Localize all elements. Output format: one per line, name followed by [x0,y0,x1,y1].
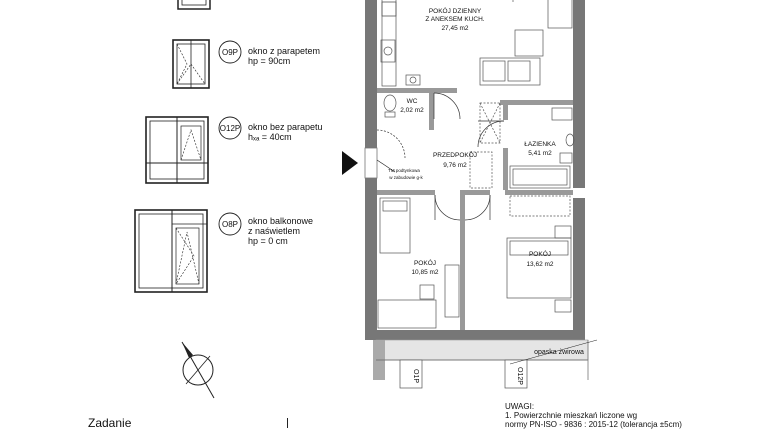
room-bath-area: 5,41 m2 [528,150,552,157]
footer-tick [287,418,288,428]
room-bath-name: ŁAZIENKA [524,141,556,148]
legend-o8p-line-3: hp = 0 cm [248,236,288,246]
legend-o12p-line-1: okno bez parapetu [248,122,323,132]
notes-line-2: normy PN-ISO - 9836 : 2015-12 (tolerancja ±5cm) [505,420,682,429]
legend-text-o12p [248,122,323,142]
notes-line-1: 1. Powierzchnie mieszkań liczone wg [505,411,638,420]
plan-furniture [378,0,574,328]
tm-note-line-1: TM podtynkowa [388,168,420,173]
legend-text-o9p [248,46,320,66]
tm-note-line-2: w zabudowie g-k [389,175,423,180]
north-arrow-icon [182,342,214,398]
room-1-area: 10,85 m2 [411,269,439,276]
room-living-area: 27,45 m2 [441,25,469,32]
room-2-name: POKÓJ [528,251,552,258]
tm-cabinet-marker [365,148,395,178]
room-wc-area: 2,02 m2 [400,107,424,114]
room-wc-name: WC [406,98,418,105]
entrance-arrow-icon [342,151,358,175]
window-tag-o12p: O12P [516,367,523,385]
room-hall-area: 9,76 m2 [443,162,467,169]
legend-code-o9p: O9P [221,48,239,57]
legend-code-o12p: O12P [219,124,241,133]
legend-o9p-line-2: hp = 90cm [248,56,291,66]
legend-text-o8p [248,216,313,246]
room-hall-name: PRZEDPOKÓJ [432,152,478,159]
room-living-name-2: Z ANEKSEM KUCH. [425,16,485,23]
legend-window-top-partial [178,0,210,9]
room-1-name: POKÓJ [413,260,437,267]
legend-o8p-line-1: okno balkonowe [248,216,314,226]
room-living-name-1: POKÓJ DZIENNY [428,8,482,15]
gravel-strip [373,340,597,388]
gravel-label: opaska żwirowa [534,349,584,356]
window-tag-o1p: O1P [412,368,419,384]
legend-o12p-line-2: hₓₐ = 40cm [248,132,292,142]
room-2-area: 13,62 m2 [526,261,554,268]
legend-code-o8p: O8P [221,220,239,229]
legend-o8p-line-2: z naświetlem [248,226,301,236]
legend-o9p-line-1: okno z parapetem [248,46,321,56]
footer-label: Zadanie [88,416,132,430]
notes-heading: UWAGI: [505,402,535,411]
